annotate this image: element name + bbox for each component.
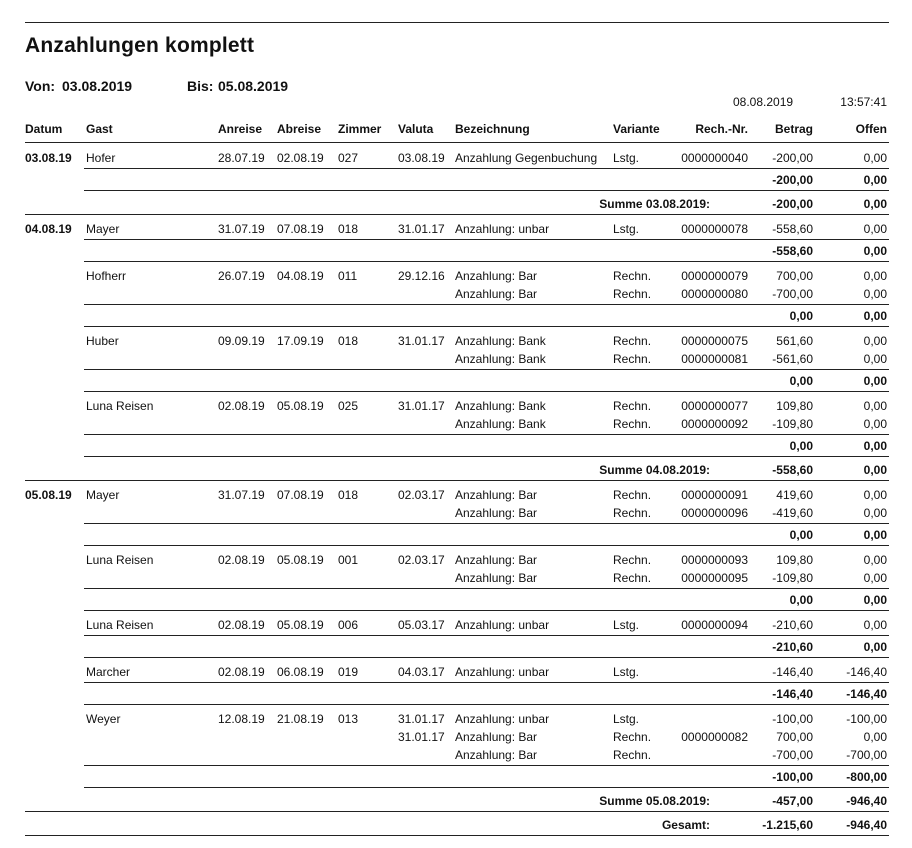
amount: 109,80 xyxy=(776,553,813,567)
booking-description: Anzahlung: Bar xyxy=(455,287,538,301)
invoice-number: 0000000082 xyxy=(681,730,748,744)
room-number: 001 xyxy=(338,553,359,567)
booking-description: Anzahlung: Bank xyxy=(455,417,546,431)
open-amount: 0,00 xyxy=(863,269,887,283)
guest-rule-top xyxy=(84,434,889,435)
arrival-date: 02.08.19 xyxy=(218,553,265,567)
invoice-number: 0000000077 xyxy=(681,399,748,413)
valuta-date: 03.08.19 xyxy=(398,151,445,165)
print-date: 08.08.2019 xyxy=(733,95,794,109)
open-amount: 0,00 xyxy=(863,730,887,744)
guest-name: Luna Reisen xyxy=(86,399,154,413)
departure-date: 07.08.19 xyxy=(277,222,324,236)
invoice-number: 0000000092 xyxy=(681,417,748,431)
departure-date: 06.08.19 xyxy=(277,665,324,679)
valuta-date: 02.03.17 xyxy=(398,488,445,502)
guest-rule-bottom xyxy=(84,657,889,658)
col-header-rech: Rech.-Nr. xyxy=(695,122,748,136)
guest-subtotal-open: -800,00 xyxy=(846,770,887,784)
guest-rule-bottom xyxy=(84,261,889,262)
day-rule xyxy=(25,214,889,215)
guest-subtotal-open: -146,40 xyxy=(846,687,887,701)
amount: -109,80 xyxy=(772,417,813,431)
guest-subtotal-amount: 0,00 xyxy=(789,528,813,542)
day-sum-label: Summe 05.08.2019: xyxy=(599,794,710,808)
room-number: 018 xyxy=(338,222,359,236)
guest-name: Huber xyxy=(86,334,119,348)
day-rule xyxy=(25,811,889,812)
open-amount: 0,00 xyxy=(863,222,887,236)
col-header-offen: Offen xyxy=(855,122,887,136)
arrival-date: 12.08.19 xyxy=(218,712,265,726)
invoice-number: 0000000096 xyxy=(681,506,748,520)
invoice-number: 0000000075 xyxy=(681,334,748,348)
booking-variant: Rechn. xyxy=(613,399,652,413)
booking-variant: Rechn. xyxy=(613,488,652,502)
guest-rule-bottom xyxy=(84,456,889,457)
day-sum-amount: -200,00 xyxy=(772,197,813,211)
valuta-date: 02.03.17 xyxy=(398,553,445,567)
amount: -700,00 xyxy=(772,287,813,301)
open-amount: 0,00 xyxy=(863,352,887,366)
report-title: Anzahlungen komplett xyxy=(25,34,255,57)
guest-subtotal-amount: -146,40 xyxy=(772,687,813,701)
departure-date: 05.08.19 xyxy=(277,553,324,567)
booking-variant: Rechn. xyxy=(613,417,652,431)
guest-name: Luna Reisen xyxy=(86,618,154,632)
guest-name: Weyer xyxy=(86,712,121,726)
invoice-number: 0000000078 xyxy=(681,222,748,236)
room-number: 013 xyxy=(338,712,359,726)
guest-name: Hofer xyxy=(86,151,116,165)
booking-variant: Rechn. xyxy=(613,730,652,744)
invoice-number: 0000000095 xyxy=(681,571,748,585)
valuta-date: 31.01.17 xyxy=(398,730,445,744)
invoice-number: 0000000091 xyxy=(681,488,748,502)
day-date: 05.08.19 xyxy=(25,488,72,502)
valuta-date: 31.01.17 xyxy=(398,222,445,236)
amount: -558,60 xyxy=(772,222,813,236)
col-header-betrag: Betrag xyxy=(774,122,813,136)
bis-label: Bis: xyxy=(187,78,214,94)
guest-subtotal-open: 0,00 xyxy=(863,309,887,323)
col-header-variante: Variante xyxy=(613,122,660,136)
arrival-date: 31.07.19 xyxy=(218,222,265,236)
amount: 419,60 xyxy=(776,488,813,502)
open-amount: 0,00 xyxy=(863,151,887,165)
amount: -100,00 xyxy=(772,712,813,726)
open-amount: 0,00 xyxy=(863,553,887,567)
amount: -210,60 xyxy=(772,618,813,632)
room-number: 018 xyxy=(338,334,359,348)
guest-name: Mayer xyxy=(86,222,120,236)
day-rule xyxy=(25,480,889,481)
open-amount: 0,00 xyxy=(863,399,887,413)
guest-rule-bottom xyxy=(84,704,889,705)
open-amount: 0,00 xyxy=(863,334,887,348)
guest-subtotal-open: 0,00 xyxy=(863,173,887,187)
booking-description: Anzahlung: unbar xyxy=(455,665,550,679)
arrival-date: 02.08.19 xyxy=(218,665,265,679)
room-number: 006 xyxy=(338,618,359,632)
guest-rule-bottom xyxy=(84,391,889,392)
open-amount: 0,00 xyxy=(863,417,887,431)
guest-rule-bottom xyxy=(84,787,889,788)
guest-subtotal-open: 0,00 xyxy=(863,528,887,542)
booking-variant: Lstg. xyxy=(613,222,640,236)
day-date: 03.08.19 xyxy=(25,151,72,165)
departure-date: 21.08.19 xyxy=(277,712,324,726)
invoice-number: 0000000079 xyxy=(681,269,748,283)
booking-variant: Rechn. xyxy=(613,553,652,567)
room-number: 011 xyxy=(338,269,358,283)
valuta-date: 05.03.17 xyxy=(398,618,445,632)
booking-description: Anzahlung: unbar xyxy=(455,618,550,632)
open-amount: 0,00 xyxy=(863,618,887,632)
print-time: 13:57:41 xyxy=(840,95,887,109)
guest-rule-top xyxy=(84,304,889,305)
day-date: 04.08.19 xyxy=(25,222,72,236)
departure-date: 02.08.19 xyxy=(277,151,324,165)
invoice-number: 0000000080 xyxy=(681,287,748,301)
open-amount: -100,00 xyxy=(846,712,887,726)
amount: 109,80 xyxy=(776,399,813,413)
amount: -700,00 xyxy=(772,748,813,762)
guest-subtotal-amount: -100,00 xyxy=(772,770,813,784)
booking-description: Anzahlung: Bank xyxy=(455,399,546,413)
arrival-date: 09.09.19 xyxy=(218,334,265,348)
guest-subtotal-amount: 0,00 xyxy=(789,309,813,323)
departure-date: 05.08.19 xyxy=(277,618,324,632)
room-number: 018 xyxy=(338,488,359,502)
booking-description: Anzahlung: Bar xyxy=(455,730,538,744)
header-rule xyxy=(25,142,889,143)
guest-rule-top xyxy=(84,369,889,370)
amount: -419,60 xyxy=(772,506,813,520)
guest-rule-top xyxy=(84,588,889,589)
guest-subtotal-open: 0,00 xyxy=(863,439,887,453)
total-amount: -1.215,60 xyxy=(762,818,813,832)
open-amount: 0,00 xyxy=(863,506,887,520)
arrival-date: 02.08.19 xyxy=(218,399,265,413)
booking-variant: Lstg. xyxy=(613,151,640,165)
departure-date: 17.09.19 xyxy=(277,334,324,348)
guest-subtotal-amount: -558,60 xyxy=(772,244,813,258)
valuta-date: 31.01.17 xyxy=(398,399,445,413)
valuta-date: 31.01.17 xyxy=(398,334,445,348)
booking-variant: Rechn. xyxy=(613,334,652,348)
total-rule xyxy=(25,835,889,836)
day-sum-open: -946,40 xyxy=(846,794,887,808)
booking-description: Anzahlung: Bar xyxy=(455,269,538,283)
day-sum-amount: -558,60 xyxy=(772,463,813,477)
invoice-number: 0000000081 xyxy=(681,352,748,366)
open-amount: 0,00 xyxy=(863,287,887,301)
booking-variant: Rechn. xyxy=(613,748,652,762)
booking-description: Anzahlung: Bar xyxy=(455,488,538,502)
guest-rule-top xyxy=(84,239,889,240)
amount: -109,80 xyxy=(772,571,813,585)
guest-subtotal-open: 0,00 xyxy=(863,374,887,388)
col-header-gast: Gast xyxy=(86,122,113,136)
amount: 700,00 xyxy=(776,730,813,744)
booking-variant: Rechn. xyxy=(613,352,652,366)
col-header-valuta: Valuta xyxy=(398,122,434,136)
booking-variant: Rechn. xyxy=(613,506,652,520)
day-sum-amount: -457,00 xyxy=(772,794,813,808)
guest-subtotal-amount: 0,00 xyxy=(789,439,813,453)
valuta-date: 31.01.17 xyxy=(398,712,445,726)
guest-rule-bottom xyxy=(84,545,889,546)
guest-rule-bottom xyxy=(84,610,889,611)
booking-description: Anzahlung: Bar xyxy=(455,571,538,585)
open-amount: -146,40 xyxy=(846,665,887,679)
col-header-anreise: Anreise xyxy=(218,122,263,136)
invoice-number: 0000000094 xyxy=(681,618,748,632)
guest-rule-top xyxy=(84,765,889,766)
arrival-date: 26.07.19 xyxy=(218,269,265,283)
open-amount: -700,00 xyxy=(846,748,887,762)
booking-variant: Rechn. xyxy=(613,571,652,585)
amount: -146,40 xyxy=(772,665,813,679)
arrival-date: 28.07.19 xyxy=(218,151,265,165)
day-sum-open: 0,00 xyxy=(863,197,887,211)
col-header-zimmer: Zimmer xyxy=(338,122,382,136)
invoice-number: 0000000040 xyxy=(681,151,748,165)
booking-description: Anzahlung: Bar xyxy=(455,748,538,762)
amount: 700,00 xyxy=(776,269,813,283)
departure-date: 05.08.19 xyxy=(277,399,324,413)
room-number: 025 xyxy=(338,399,359,413)
total-open: -946,40 xyxy=(846,818,887,832)
booking-description: Anzahlung Gegenbuchung xyxy=(455,151,598,165)
booking-variant: Lstg. xyxy=(613,618,640,632)
arrival-date: 31.07.19 xyxy=(218,488,265,502)
von-date: 03.08.2019 xyxy=(62,78,133,94)
top-rule xyxy=(25,22,889,23)
departure-date: 07.08.19 xyxy=(277,488,324,502)
guest-subtotal-amount: 0,00 xyxy=(789,374,813,388)
room-number: 027 xyxy=(338,151,359,165)
guest-subtotal-open: 0,00 xyxy=(863,640,887,654)
guest-rule-bottom xyxy=(84,190,889,191)
guest-subtotal-amount: -200,00 xyxy=(772,173,813,187)
open-amount: 0,00 xyxy=(863,571,887,585)
guest-subtotal-open: 0,00 xyxy=(863,244,887,258)
amount: 561,60 xyxy=(776,334,813,348)
arrival-date: 02.08.19 xyxy=(218,618,265,632)
booking-description: Anzahlung: Bar xyxy=(455,553,538,567)
guest-subtotal-open: 0,00 xyxy=(863,593,887,607)
valuta-date: 29.12.16 xyxy=(398,269,445,283)
amount: -200,00 xyxy=(772,151,813,165)
col-header-datum: Datum xyxy=(25,122,63,136)
day-sum-open: 0,00 xyxy=(863,463,887,477)
guest-rule-top xyxy=(84,523,889,524)
bis-date: 05.08.2019 xyxy=(218,78,289,94)
booking-variant: Lstg. xyxy=(613,712,640,726)
valuta-date: 04.03.17 xyxy=(398,665,445,679)
guest-name: Luna Reisen xyxy=(86,553,154,567)
von-label: Von: xyxy=(25,78,56,94)
guest-rule-top xyxy=(84,635,889,636)
guest-rule-top xyxy=(84,168,889,169)
guest-rule-bottom xyxy=(84,326,889,327)
guest-subtotal-amount: -210,60 xyxy=(772,640,813,654)
room-number: 019 xyxy=(338,665,359,679)
booking-description: Anzahlung: Bar xyxy=(455,506,538,520)
open-amount: 0,00 xyxy=(863,488,887,502)
guest-rule-top xyxy=(84,682,889,683)
col-header-bez: Bezeichnung xyxy=(455,122,530,136)
col-header-abreise: Abreise xyxy=(277,122,322,136)
booking-description: Anzahlung: Bank xyxy=(455,334,546,348)
day-sum-label: Summe 04.08.2019: xyxy=(599,463,710,477)
booking-variant: Rechn. xyxy=(613,287,652,301)
booking-description: Anzahlung: Bank xyxy=(455,352,546,366)
booking-variant: Rechn. xyxy=(613,269,652,283)
booking-description: Anzahlung: unbar xyxy=(455,712,550,726)
guest-subtotal-amount: 0,00 xyxy=(789,593,813,607)
guest-name: Marcher xyxy=(86,665,131,679)
booking-variant: Lstg. xyxy=(613,665,640,679)
guest-name: Hofherr xyxy=(86,269,127,283)
amount: -561,60 xyxy=(772,352,813,366)
total-label: Gesamt: xyxy=(661,818,710,832)
departure-date: 04.08.19 xyxy=(277,269,324,283)
invoice-number: 0000000093 xyxy=(681,553,748,567)
day-sum-label: Summe 03.08.2019: xyxy=(599,197,710,211)
booking-description: Anzahlung: unbar xyxy=(455,222,550,236)
guest-name: Mayer xyxy=(86,488,120,502)
